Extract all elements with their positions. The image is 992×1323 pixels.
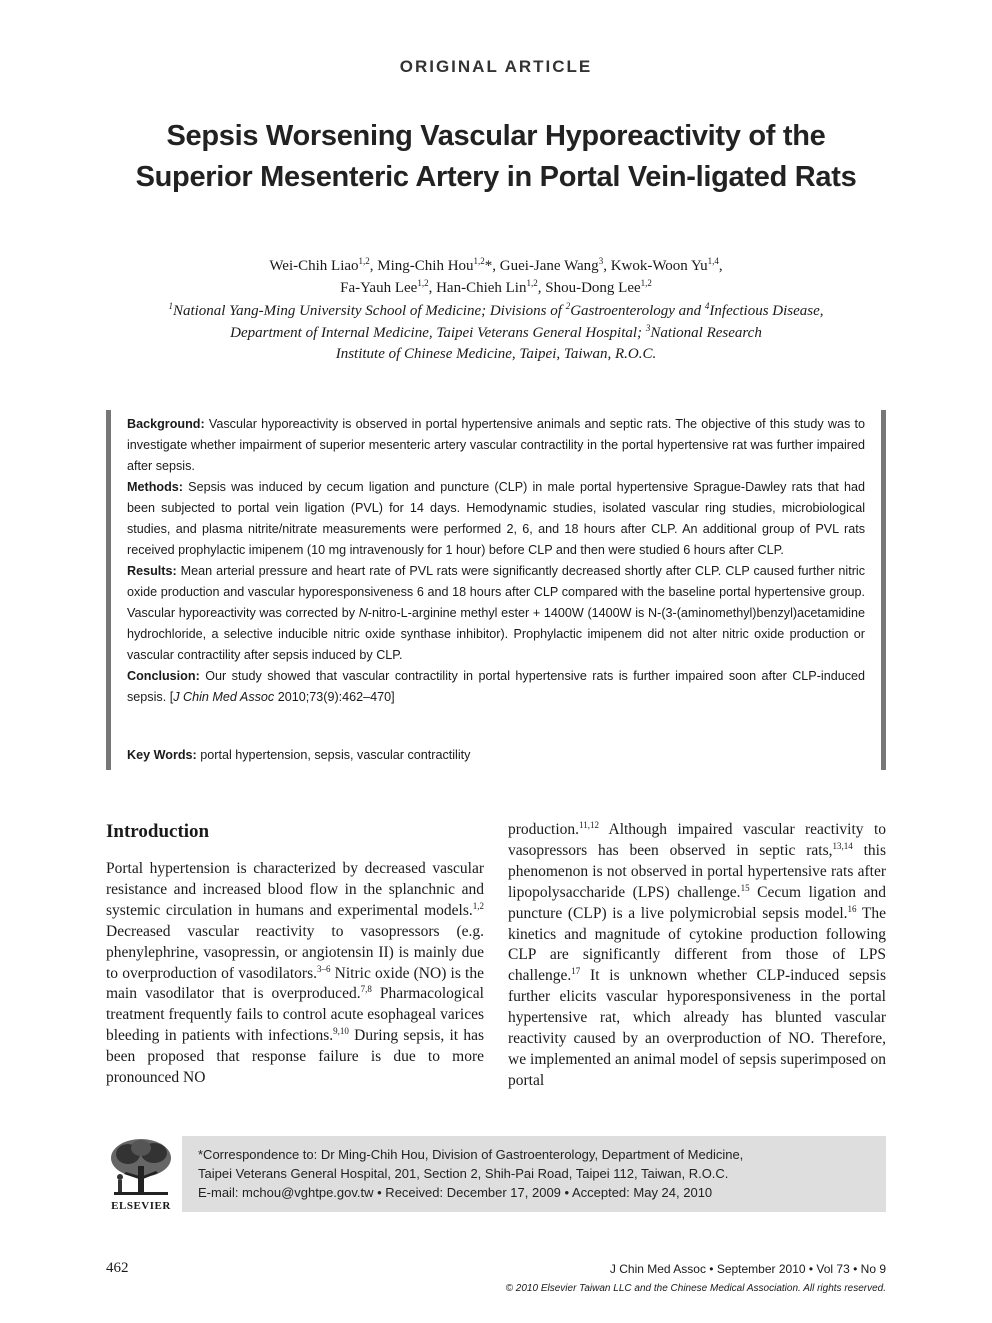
body-column-left xyxy=(106,820,484,1089)
footnote-line: E-mail: mchou@vghtpe.gov.tw • Received: December 17, 2009 • Accepted: May 24, 2010 xyxy=(198,1185,713,1200)
key-words: Key Words: portal hypertension, sepsis, vascular contractility xyxy=(127,748,471,762)
abstract-conclusion: Conclusion: Our study showed that vascular contractility in portal hypertensive rats is further impaired soon after CLP-induced sepsis. [J Chin Med Assoc 2010;73(9):462–470] xyxy=(127,669,866,704)
affiliations: $^1$National Yang-Ming University School of Medicine; Divisions of $^2$Gastroenterology and $^4$Infectious Disease, Department of Internal Medicine, Taipei Veterans General Hospital; $^3$National Research Institute of Chinese Medicine, Taipei, Taiwan, R.O.C. xyxy=(168,301,824,362)
footnote-line: Taipei Veterans General Hospital, 201, Section 2, Shih-Pai Road, Taipei 112, Taiwan, R.O.C. xyxy=(198,1166,729,1181)
author: Wei-Chih Liao$^{1,2}$, xyxy=(269,256,378,274)
body-paragraph: production.$^{11,12}$ Although impaired vascular reactivity to vasopressors has been observed in septic rats,$^{13,14}$ this phenomenon is not observed in portal hypertensive rats after lipopolysaccharide (LPS) challenge.$^{15}$ Cecum ligation and puncture (CLP) is a live polymicrobial sepsis model.$^{16}$ The kinetics and magnitude of cytokine production following CLP are significantly different from those of LPS challenge.$^{17}$ It is unknown whether CLP-induced sepsis further elicits vascular hyporesponsiveness in the portal hypertensive rat, which already has blunted vascular reactivity caused by an overproduction of NO. Therefore, we implemented an animal model of sepsis superimposed on portal xyxy=(508,819,887,1089)
journal-info: J Chin Med Assoc • September 2010 • Vol 73 • No 9 xyxy=(609,1262,886,1276)
article-title: Sepsis Worsening Vascular Hyporeactivity of the Superior Mesenteric Artery in Portal Vein-ligated Rats xyxy=(135,120,857,193)
page-number: 462 xyxy=(106,1260,129,1276)
section-heading-introduction: Introduction xyxy=(106,821,210,842)
abstract-methods: Methods: Sepsis was induced by cecum ligation and puncture (CLP) in male portal hypertensive Sprague-Dawley rats that had been subjected to portal vein ligation (PVL) for 14 days. Hemodynamic studies, isolated vascular ring studies, microbiological studies, and plasma nitrite/nitrate measurements were performed 2, 6, and 18 hours after CLP. An additional group of PVL rats received prophylactic imipenem (10 mg intravenously for 1 hour) before CLP and then were studied 6 hours after CLP. xyxy=(127,480,866,557)
abstract-left-rule xyxy=(106,410,111,770)
author: Shou-Dong Lee$^{1,2}$ xyxy=(545,278,652,296)
author: Kwok-Woon Yu$^{1,4}$, xyxy=(610,256,723,274)
copyright-notice: © 2010 Elsevier Taiwan LLC and the Chinese Medical Association. All rights reserved. xyxy=(505,1283,886,1294)
author: Guei-Jane Wang$^3$, xyxy=(499,256,611,274)
body-column-right xyxy=(508,820,886,1092)
author-list xyxy=(150,255,842,299)
abstract-background: Background: Vascular hyporeactivity is observed in portal hypertensive animals and septic rats. The objective of this study was to investigate whether impairment of superior mesenteric artery vascular contractility in the portal hypertensive rat was further impaired after sepsis. xyxy=(127,417,865,473)
section-label: ORIGINAL ARTICLE xyxy=(399,57,593,76)
correspondence-footnote xyxy=(182,1136,886,1212)
abstract-results: Results: Mean arterial pressure and heart rate of PVL rats were significantly decreased shortly after CLP. CLP caused further nitric oxide production and vascular hyporesponsiveness 6 and 18 hours after CLP compared with the baseline portal hypertensive group. Vascular hyporeactivity was corrected by N-nitro-L-arginine methyl ester + 1400W (1400W is N-(3-(aminomethyl)benzyl)acetamidine hydrochloride, a selective inducible nitric oxide synthase inhibitor). Prophylactic imipenem did not alter nitric oxide production or vascular contractility after sepsis induced by CLP. xyxy=(127,564,866,662)
author: Han-Chieh Lin$^{1,2}$, xyxy=(436,278,546,296)
body-paragraph: Portal hypertension is characterized by decreased vascular resistance and increased blood flow in the splanchnic and systemic circulation in humans and experimental models.$^{1,2}$ Decreased vascular reactivity to vasopressors (e.g. phenylephrine, vasopressin, or angiotensin II) is mainly due to overproduction of vasodilators.$^{3-6}$ Nitric oxide (NO) is the main vasodilator that is overproduced.$^{7,8}$ Pharmacological treatment frequently fails to control acute esophageal varices bleeding in patients with infections.$^{9,10}$ During sepsis, it has been proposed that response failure is due to more pronounced NO xyxy=(106,860,484,1087)
abstract-box xyxy=(106,410,886,770)
abstract-right-rule xyxy=(881,410,886,770)
abstract-text xyxy=(127,414,865,708)
footnote-line: *Correspondence to: Dr Ming-Chih Hou, Division of Gastroenterology, Department of Medicine, xyxy=(198,1147,744,1162)
author: Fa-Yauh Lee$^{1,2}$, xyxy=(340,278,437,296)
publisher-logo-text: ELSEVIER xyxy=(111,1200,171,1212)
author: Ming-Chih Hou$^{1,2}$*, xyxy=(377,256,500,274)
